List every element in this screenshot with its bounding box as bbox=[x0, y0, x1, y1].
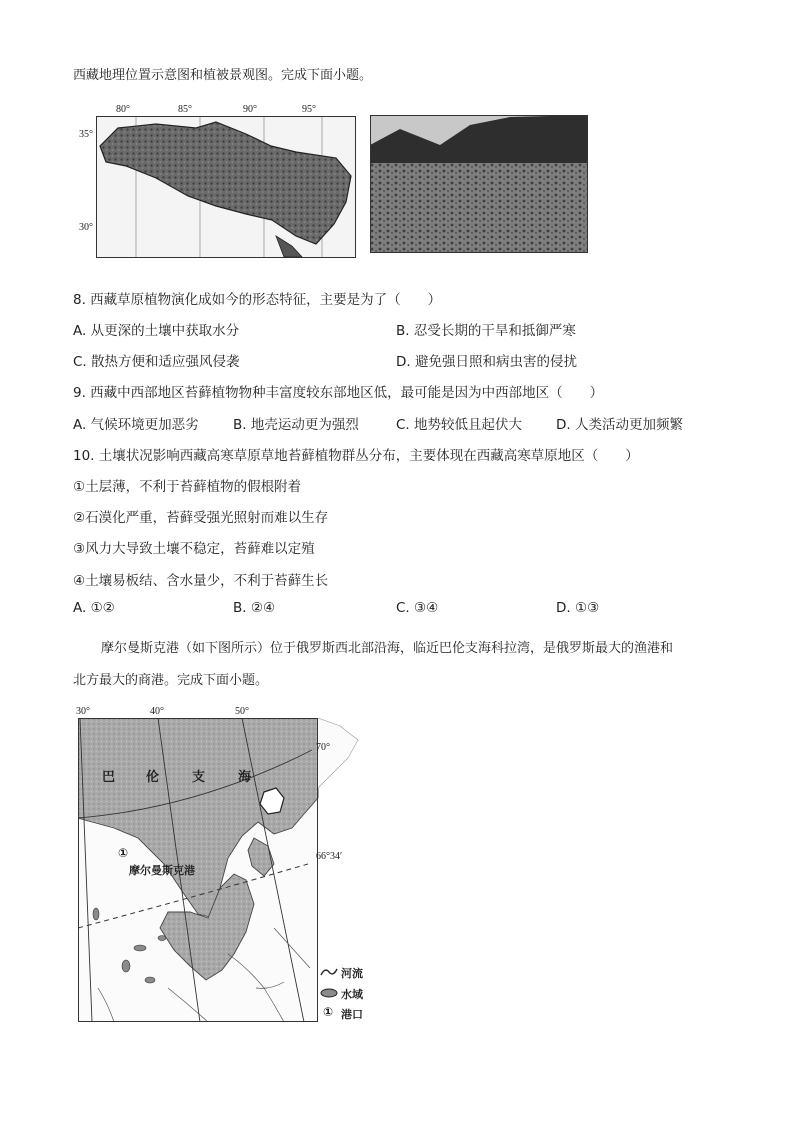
tibet-map-image bbox=[96, 116, 356, 258]
lat-label-30: 30° bbox=[79, 222, 93, 233]
lat-label-70: 70° bbox=[316, 742, 330, 753]
lon-label-50: 50° bbox=[235, 706, 249, 717]
lon-label-80: 80° bbox=[116, 104, 130, 115]
lon-label-95: 95° bbox=[302, 104, 316, 115]
question-9-option-b: B. 地壳运动更为强烈 bbox=[233, 417, 359, 433]
river-legend-icon bbox=[319, 966, 339, 978]
lat-label-arctic-circle: 66°34′ bbox=[316, 851, 343, 862]
question-10-option-c: C. ③④ bbox=[396, 600, 439, 616]
question-10-option-a: A. ①② bbox=[73, 600, 115, 616]
sea-label-char-4: 海 bbox=[238, 770, 252, 785]
question-8-stem: 8. 西藏草原植物演化成如今的形态特征，主要是为了（ ） bbox=[73, 292, 442, 308]
lon-label-30: 30° bbox=[76, 706, 90, 717]
question-10-statement-1: ①土层薄，不利于苔藓植物的假根附着 bbox=[73, 479, 302, 495]
question-10-statement-2: ②石漠化严重，苔藓受强光照射而难以生存 bbox=[73, 510, 329, 526]
lon-label-85: 85° bbox=[178, 104, 192, 115]
question-8-option-c: C. 散热方便和适应强风侵袭 bbox=[73, 354, 240, 370]
sea-label-char-2: 伦 bbox=[146, 770, 160, 785]
intro-text-2-line-1: 摩尔曼斯克港（如下图所示）位于俄罗斯西北部沿海，临近巴伦支海科拉湾，是俄罗斯最大的渔港和 bbox=[101, 641, 674, 656]
question-10-option-b: B. ②④ bbox=[233, 600, 276, 616]
intro-text-1: 西藏地理位置示意图和植被景观图。完成下面小题。 bbox=[73, 68, 373, 83]
legend-water-label: 水域 bbox=[341, 988, 363, 1001]
question-10-option-d: D. ①③ bbox=[556, 600, 600, 616]
port-marker-icon: ① bbox=[118, 846, 129, 860]
question-8-option-a: A. 从更深的土壤中获取水分 bbox=[73, 323, 240, 339]
port-legend-icon: ① bbox=[323, 1005, 334, 1019]
question-9-stem: 9. 西藏中西部地区苔藓植物物种丰富度较东部地区低，最可能是因为中西部地区（ ） bbox=[73, 385, 604, 401]
question-10-statement-3: ③风力大导致土壤不稳定，苔藓难以定殖 bbox=[73, 541, 315, 557]
lon-label-40: 40° bbox=[150, 706, 164, 717]
lon-label-90: 90° bbox=[243, 104, 257, 115]
question-8-option-d: D. 避免强日照和病虫害的侵扰 bbox=[396, 354, 577, 370]
question-9-option-d: D. 人类活动更加频繁 bbox=[556, 417, 683, 433]
legend-river-label: 河流 bbox=[341, 967, 363, 980]
sea-label-char-3: 支 bbox=[192, 770, 206, 785]
water-legend-icon bbox=[319, 987, 339, 999]
question-10-statement-4: ④土壤易板结、含水量少，不利于苔藓生长 bbox=[73, 573, 329, 589]
lat-label-35: 35° bbox=[79, 129, 93, 140]
question-8-option-b: B. 忍受长期的干旱和抵御严寒 bbox=[396, 323, 576, 339]
sea-label-char-1: 巴 bbox=[102, 770, 116, 785]
intro-text-2-line-2: 北方最大的商港。完成下面小题。 bbox=[73, 673, 269, 688]
question-9-option-c: C. 地势较低且起伏大 bbox=[396, 417, 523, 433]
question-10-stem: 10. 土壤状况影响西藏高寒草原草地苔藓植物群丛分布，主要体现在西藏高寒草原地区（ ） bbox=[73, 448, 639, 464]
port-label: 摩尔曼斯克港 bbox=[129, 864, 195, 877]
legend-port-label: 港口 bbox=[341, 1008, 363, 1021]
vegetation-landscape-photo bbox=[370, 115, 588, 253]
question-9-option-a: A. 气候环境更加恶劣 bbox=[73, 417, 199, 433]
